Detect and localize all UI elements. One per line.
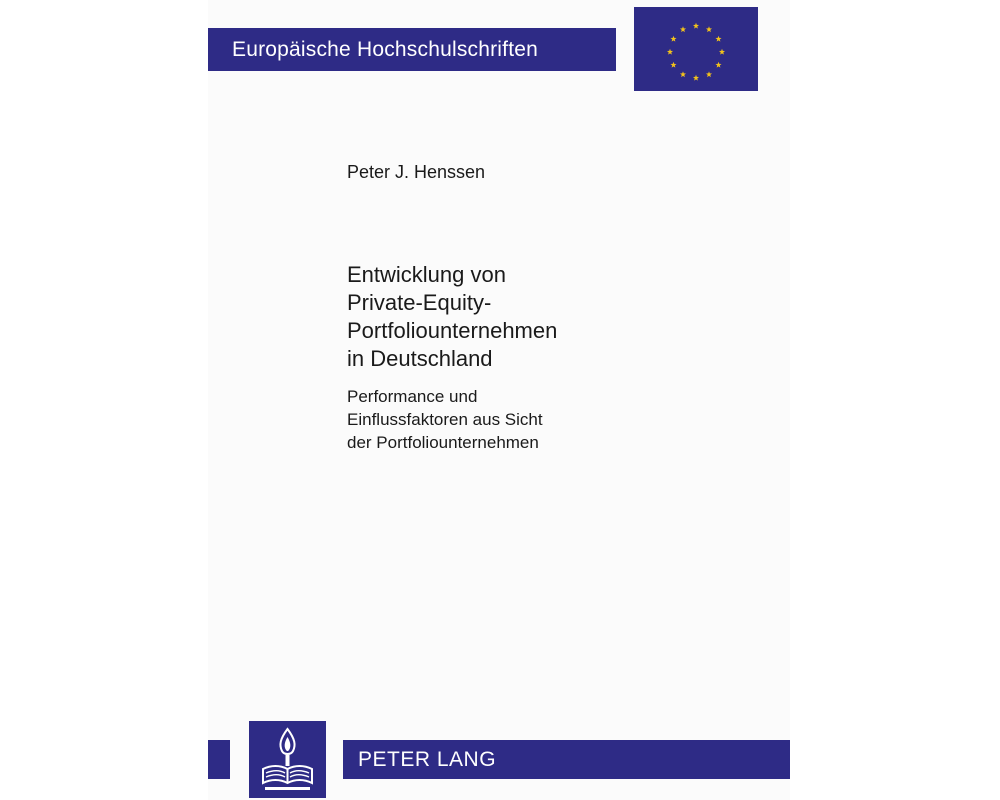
eu-star-icon [715,36,721,42]
publisher-name: PETER LANG [358,748,497,771]
eu-star-icon [680,71,686,77]
title-line: Entwicklung von [347,262,506,287]
book-title [347,261,677,373]
eu-star-icon [715,62,721,68]
eu-star-icon [719,49,725,55]
publisher-band [343,740,790,779]
title-line: Portfoliounternehmen [347,318,558,343]
book-subtitle [347,385,677,454]
series-band [208,28,616,71]
title-line: in Deutschland [347,346,493,371]
author-name: Peter J. Henssen [347,162,486,182]
eu-star-icon [693,23,699,29]
peter-lang-logo-icon [249,721,326,798]
eu-star-icon [670,36,676,42]
series-name: Europäische Hochschulschriften [232,38,538,61]
eu-star-icon [667,49,673,55]
subtitle-line: der Portfoliounternehmen [347,433,539,452]
eu-star-icon [670,62,676,68]
eu-star-icon [706,26,712,32]
eu-star-icon [680,26,686,32]
decorative-band [208,740,230,779]
subtitle-line: Performance und [347,387,478,406]
title-line: Private-Equity- [347,290,492,315]
subtitle-line: Einflussfaktoren aus Sicht [347,410,543,429]
eu-star-icon [693,75,699,81]
eu-flag-icon [634,7,758,91]
eu-star-icon [706,71,712,77]
